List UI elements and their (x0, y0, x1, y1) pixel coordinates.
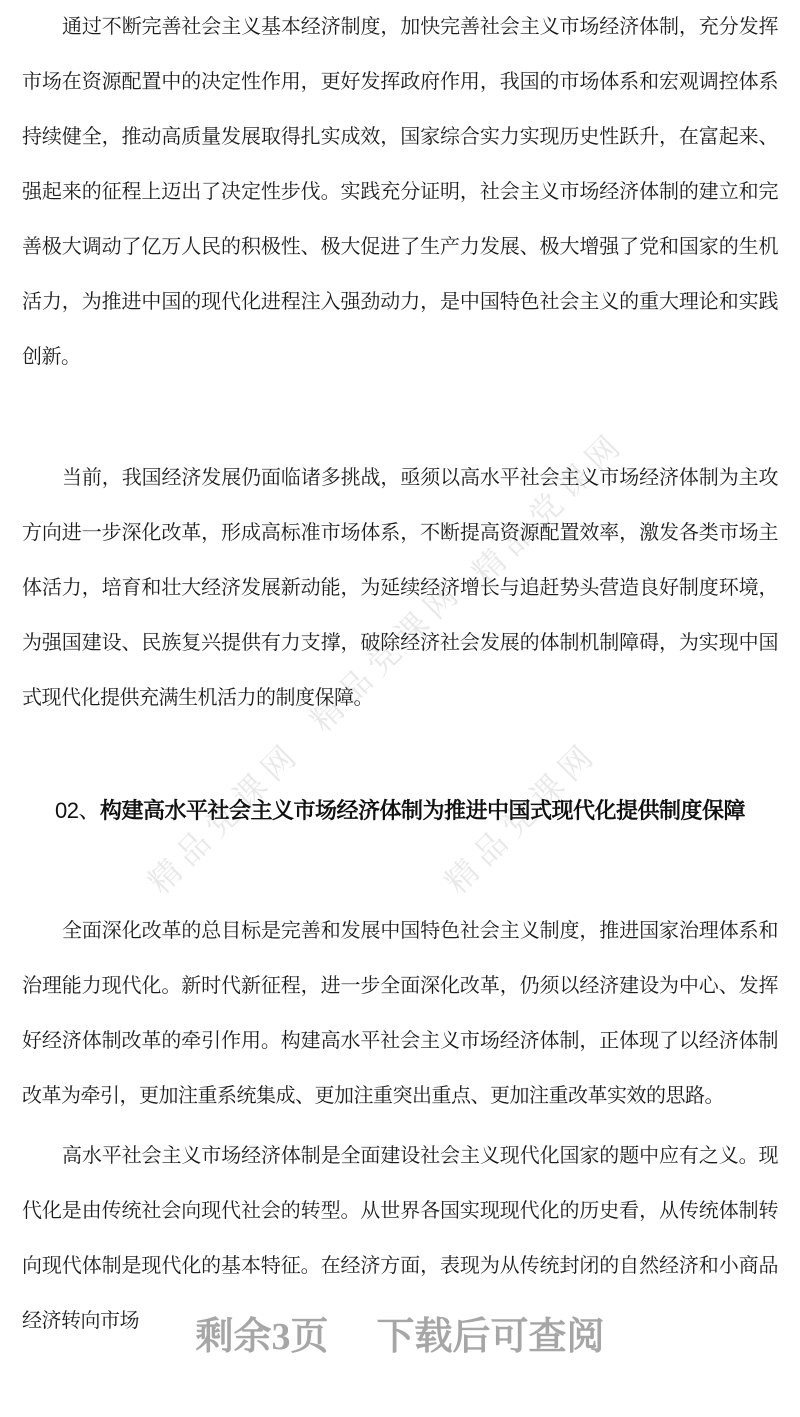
download-hint-label: 下载后可查阅 (376, 1316, 605, 1358)
paragraph-modernization-transition: 高水平社会主义市场经济体制是全面建设社会主义现代化国家的题中应有之义。现代化是由传统社会向现代社会的转型。从世界各国实现现代化的历史看，从传统体制转向现代体制是现代化的基本特征。在经济方面，表现为从传统封闭的自然经济和小商品经济转向市场 (22, 1145, 778, 1332)
download-notice[interactable] (0, 1314, 800, 1360)
pages-remaining-label: 剩余3页 (195, 1316, 329, 1358)
watermark-text: 精品党课网 (303, 571, 471, 739)
section-title: 构建高水平社会主义市场经济体制为推进中国式现代化提供制度保障 (99, 798, 745, 823)
paragraph-current-challenges: 当前，我国经济发展仍面临诸多挑战，亟须以高水平社会主义市场经济体制为主攻方向进一步深化改革，形成高标准市场体系，不断提高资源配置效率，激发各类市场主体活力，培育和壮大经济发展新动能，为延续经济增长与追赶势头营造良好制度环境，为强国建设、民族复兴提供有力支撑，破除经济社会发展的体制机制障碍，为实现中国式现代化提供充满生机活力的制度保障。 (22, 467, 778, 709)
section-number: 02、 (55, 798, 100, 823)
watermark-text: 精品党课网 (141, 733, 309, 901)
watermark-text: 精品党课网 (438, 733, 606, 901)
paragraph-reform-goal: 全面深化改革的总目标是完善和发展中国特色社会主义制度，推进国家治理体系和治理能力现代化。新时代新征程，进一步全面深化改革，仍须以经济建设为中心、发挥好经济体制改革的牵引作用。构建高水平社会主义市场经济体制，正体现了以经济体制改革为牵引，更加注重系统集成、更加注重突出重点、更加注重改革实效的思路。 (22, 920, 778, 1107)
section-heading (22, 794, 778, 828)
watermark-text: 精品党课网 (465, 423, 633, 591)
paragraph-market-economy-achievements: 通过不断完善社会主义基本经济制度，加快完善社会主义市场经济体制，充分发挥市场在资源配置中的决定性作用，更好发挥政府作用，我国的市场体系和宏观调控体系持续健全，推动高质量发展取得扎实成效，国家综合实力实现历史性跃升，在富起来、强起来的征程上迈出了决定性步伐。实践充分证明，社会主义市场经济体制的建立和完善极大调动了亿万人民的积极性、极大促进了生产力发展、极大增强了党和国家的生机活力，为推进中国的现代化进程注入强劲动力，是中国特色社会主义的重大理论和实践创新。 (22, 16, 778, 368)
